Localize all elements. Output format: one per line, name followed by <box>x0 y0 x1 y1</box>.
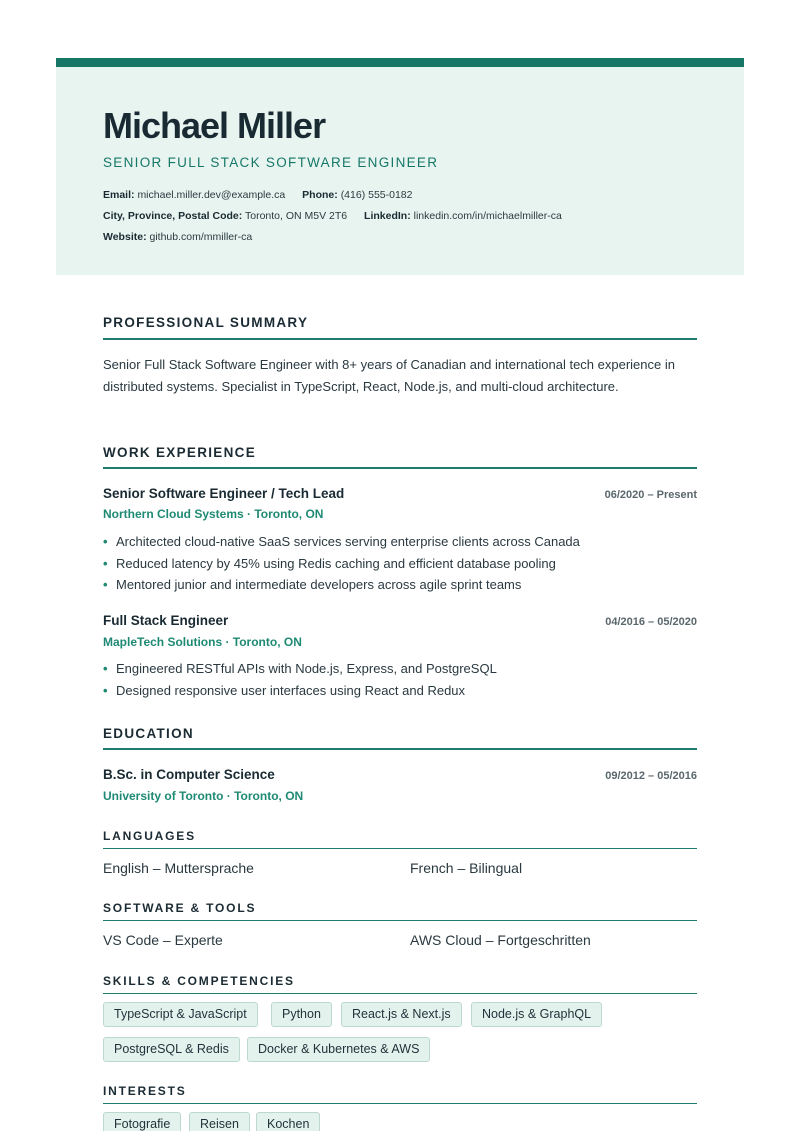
skills-divider <box>103 993 697 994</box>
bullet-item: • Architected cloud-native SaaS services serving enterprise clients across Canada <box>103 531 697 553</box>
skill-chip: Node.js & GraphQL <box>471 1002 602 1027</box>
contact-line-3 <box>103 231 252 243</box>
email-value[interactable]: michael.miller.dev@example.ca <box>137 189 286 201</box>
languages-divider <box>103 848 697 849</box>
school-name: University of Toronto · Toronto, ON <box>103 789 304 803</box>
degree-title: B.Sc. in Computer Science <box>103 767 275 782</box>
skill-chip: Python <box>271 1002 332 1027</box>
bullet-item: • Designed responsive user interfaces using React and Redux <box>103 680 697 702</box>
candidate-name: Michael Miller <box>103 105 326 146</box>
skill-chip: PostgreSQL & Redis <box>103 1037 240 1062</box>
interest-chip: Kochen <box>256 1112 320 1131</box>
education-divider <box>103 748 697 750</box>
languages-heading: LANGUAGES <box>103 829 196 843</box>
linkedin-value[interactable]: linkedin.com/in/michaelmiller-ca <box>413 210 562 222</box>
software-item: VS Code – Experte <box>103 932 223 948</box>
language-item: English – Muttersprache <box>103 860 254 876</box>
software-item: AWS Cloud – Fortgeschritten <box>410 932 591 948</box>
job-date: 06/2020 – Present <box>604 489 697 501</box>
summary-heading: PROFESSIONAL SUMMARY <box>103 315 309 330</box>
skill-chip: TypeScript & JavaScript <box>103 1002 258 1027</box>
bullet-item: • Reduced latency by 45% using Redis caching and efficient database pooling <box>103 553 697 575</box>
contact-line-2 <box>103 210 562 222</box>
bullet-item: • Engineered RESTful APIs with Node.js, Express, and PostgreSQL <box>103 658 697 680</box>
interests-heading: INTERESTS <box>103 1084 187 1098</box>
summary-divider <box>103 338 697 340</box>
job-org: MapleTech Solutions · Toronto, ON <box>103 635 302 649</box>
skill-chip: React.js & Next.js <box>341 1002 462 1027</box>
software-heading: SOFTWARE & TOOLS <box>103 901 257 915</box>
job-title: Senior Software Engineer / Tech Lead <box>103 486 345 501</box>
job-org: Northern Cloud Systems · Toronto, ON <box>103 507 324 521</box>
job-bullets <box>103 531 697 596</box>
experience-heading: WORK EXPERIENCE <box>103 445 257 460</box>
resume-header <box>56 58 744 275</box>
summary-text: Senior Full Stack Software Engineer with 8+ years of Canadian and international tech experience in distributed systems. Specialist in TypeScript, React, Node.js, and multi-cloud architecture. <box>103 357 675 394</box>
email-label: Email: <box>103 189 135 201</box>
header-accent-bar <box>56 58 744 67</box>
phone-label: Phone: <box>302 189 338 201</box>
linkedin-label: LinkedIn: <box>364 210 411 222</box>
candidate-role: SENIOR FULL STACK SOFTWARE ENGINEER <box>103 155 439 170</box>
education-date: 09/2012 – 05/2016 <box>605 770 697 782</box>
phone-value[interactable]: (416) 555-0182 <box>340 189 413 201</box>
website-value[interactable]: github.com/mmiller-ca <box>149 231 253 243</box>
software-divider <box>103 920 697 921</box>
interest-chip: Reisen <box>189 1112 250 1131</box>
job-bullets <box>103 658 697 701</box>
interest-chip: Fotografie <box>103 1112 181 1131</box>
experience-divider <box>103 467 697 469</box>
contact-line-1 <box>103 189 413 201</box>
website-label: Website: <box>103 231 147 243</box>
language-item: French – Bilingual <box>410 860 523 876</box>
education-heading: EDUCATION <box>103 726 194 741</box>
bullet-item: • Mentored junior and intermediate developers across agile sprint teams <box>103 574 697 596</box>
job-date: 04/2016 – 05/2020 <box>605 616 697 628</box>
skills-heading: SKILLS & COMPETENCIES <box>103 974 295 988</box>
skill-chip: Docker & Kubernetes & AWS <box>247 1037 430 1062</box>
location-value: Toronto, ON M5V 2T6 <box>245 210 348 222</box>
interests-divider <box>103 1103 697 1104</box>
job-title: Full Stack Engineer <box>103 613 229 628</box>
location-label: City, Province, Postal Code: <box>103 210 243 222</box>
